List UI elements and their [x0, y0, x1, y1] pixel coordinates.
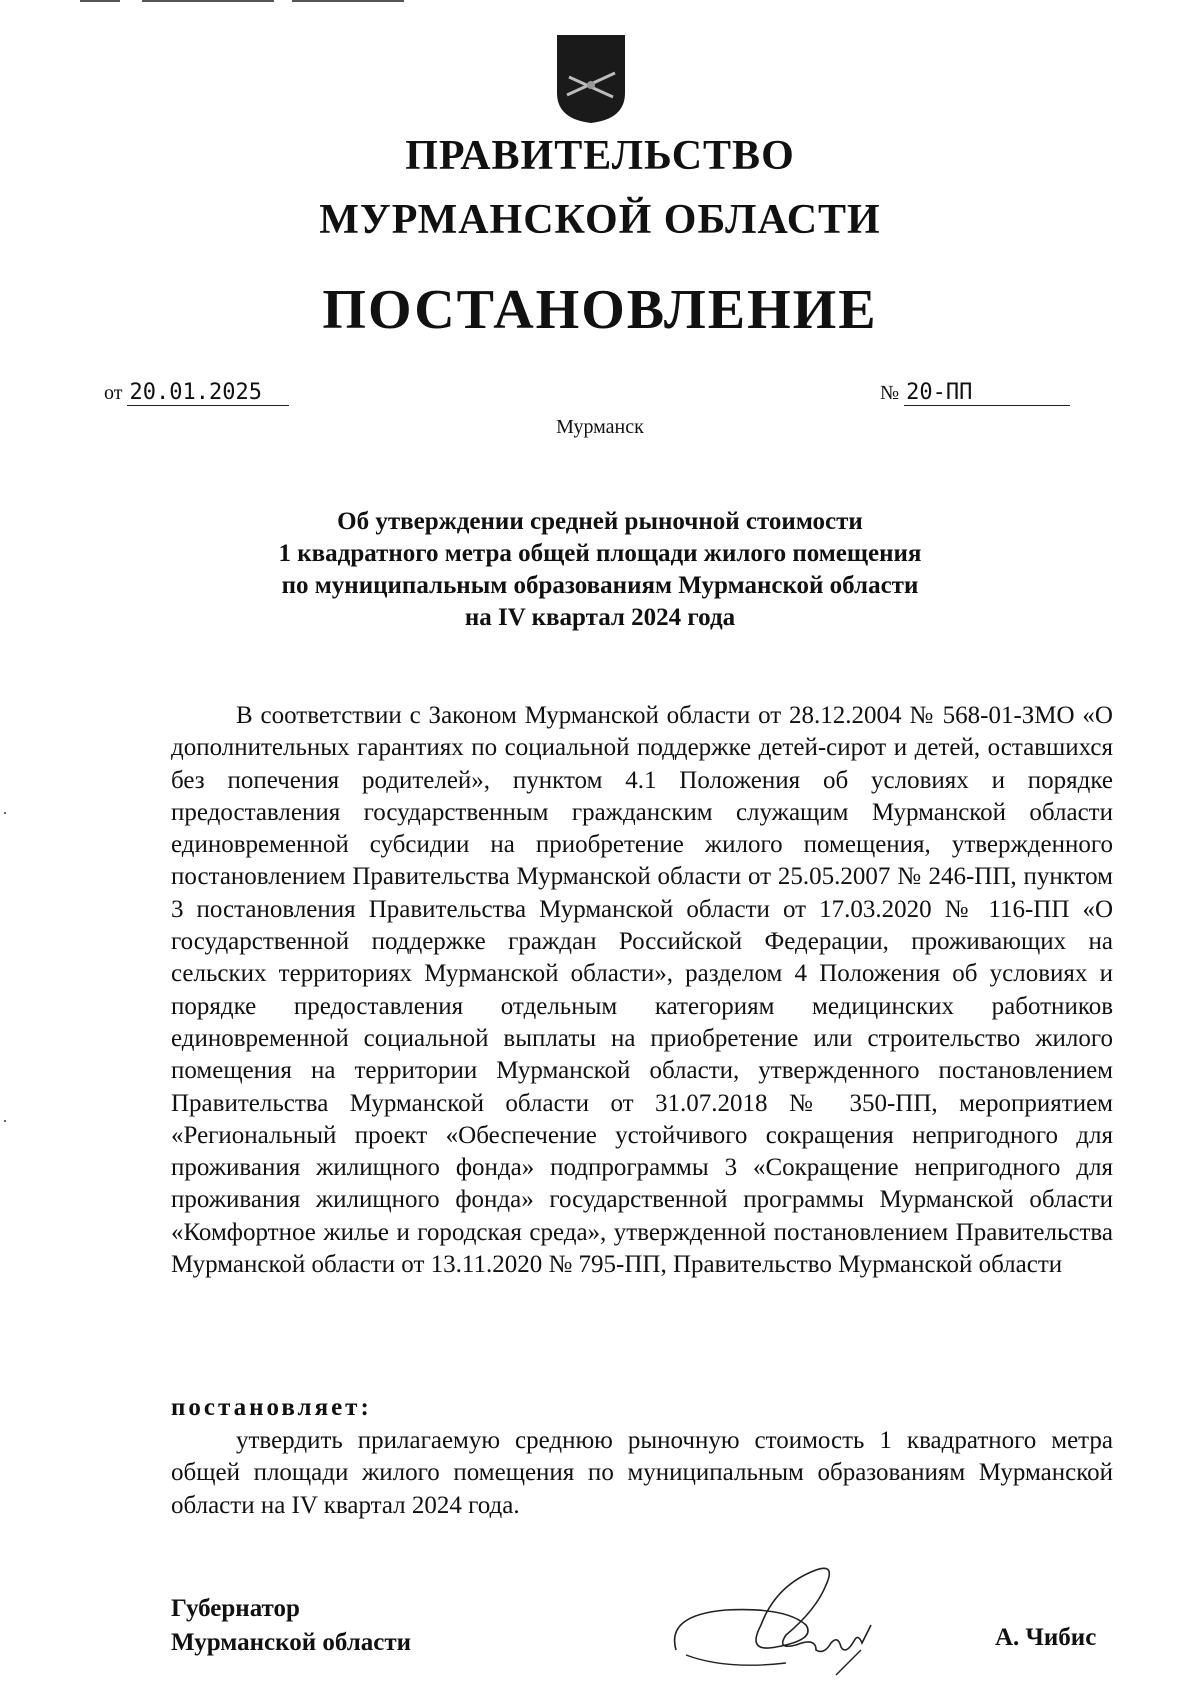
- scan-artifact-line: [292, 0, 404, 2]
- decree-date-block: [104, 380, 289, 406]
- handwritten-signature: [666, 1555, 896, 1685]
- signatory-name: А. Чибис: [995, 1624, 1097, 1651]
- decree-number-block: [880, 380, 1070, 406]
- subject-line: Об утверждении средней рыночной стоимости: [337, 508, 863, 535]
- scan-artifact-dot: [4, 812, 6, 814]
- subject-line: по муниципальным образованиям Мурманской области: [281, 572, 919, 599]
- city-name: Мурманск: [556, 416, 644, 438]
- preamble-paragraph: В соответствии с Законом Мурманской области от 28.12.2004 № 568-01-ЗМО «О дополнительных гарантиях по социальной поддержке детей-сирот и детей, оставшихся без попечения родителей», пунктом 4.1 Положения об условиях и порядке предоставления государственным гражданским служащим Мурманской области единовременной субсидии на приобретение жилого помещения, утвержденного постановлением Правительства Мурманской области от 25.05.2007 № 246-ПП, пунктом 3 постановления Правительства Мурманской области от 17.03.2020 № 116-ПП «О государственной поддержке граждан Российской Федерации, проживающих на сельских территориях Мурманской области», разделом 4 Положения об условиях и порядке предоставления отдельным категориям медицинских работников единовременной социальной выплаты на приобретение или строительство жилого помещения на территории Мурманской области, утвержденного постановлением Правительства Мурманской области от 31.07.2018 № 350-ПП, мероприятием «Региональный проект «Обеспечение устойчивого сокращения непригодного для проживания жилищного фонда» подпрограммы 3 «Сокращение непригодного для проживания жилищного фонда» государственной программы Мурманской области «Комфортное жилье и городская среда», утвержденной постановлением Правительства Мурманской области от 13.11.2020 № 795-ПП, Правительство Мурманской области: [171, 702, 1113, 1279]
- document-type: ПОСТАНОВЛЕНИЕ: [322, 279, 878, 341]
- resolution-paragraph: утвердить прилагаемую среднюю рыночную стоимость 1 квадратного метра общей площади жилого помещения по муниципальным образованиям Мурманской области на IV квартал 2024 года.: [171, 1427, 1113, 1519]
- resolves-word: постановляет:: [171, 1394, 372, 1421]
- position-line: Губернатор: [171, 1595, 300, 1622]
- subject-line: 1 квадратного метра общей площади жилого помещения: [278, 540, 922, 567]
- scan-artifact-dot: [4, 1120, 6, 1122]
- decree-date: 20.01.2025: [127, 380, 289, 406]
- scan-artifact-line: [80, 0, 120, 2]
- subject-line: на IV квартал 2024 года: [464, 604, 736, 631]
- position-line: Мурманской области: [171, 1629, 412, 1656]
- coat-of-arms-icon: [555, 33, 627, 125]
- date-prefix: от: [104, 382, 123, 404]
- scan-artifact-line: [142, 0, 274, 2]
- decree-subject: [170, 506, 1030, 634]
- decree-number: 20-ПП: [904, 380, 1070, 406]
- org-name-line2: МУРМАНСКОЙ ОБЛАСТИ: [319, 197, 881, 243]
- signatory-position: [171, 1592, 411, 1660]
- number-prefix: №: [880, 382, 900, 404]
- org-name-line1: ПРАВИТЕЛЬСТВО: [405, 133, 795, 179]
